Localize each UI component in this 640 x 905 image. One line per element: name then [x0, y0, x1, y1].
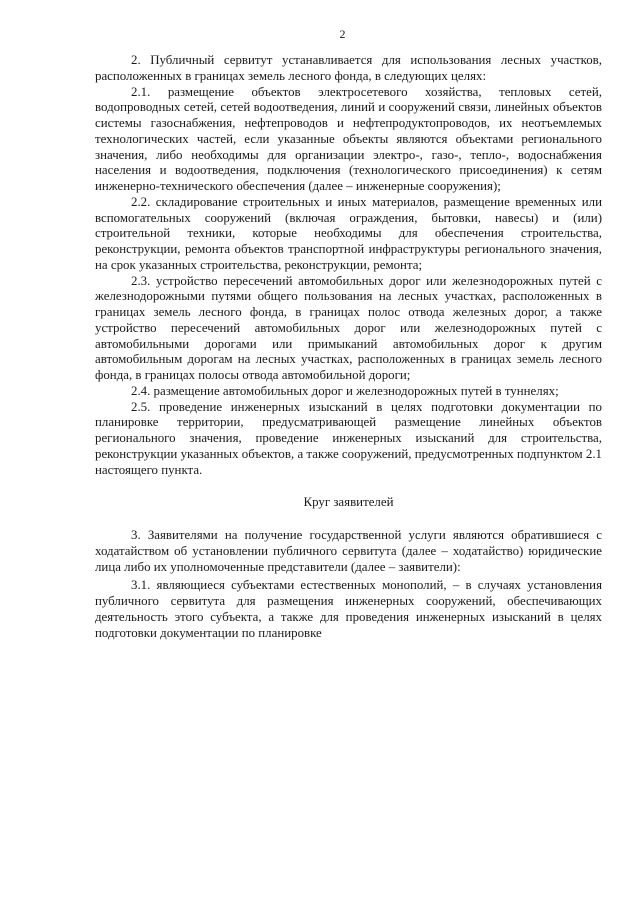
paragraph-2-3: 2.3. устройство пересечений автомобильных дорог или железнодорожных путей с железнодорожными путями общего пользования на лесных участках, расположенных в границах земель лесного фонда, в границах полос отвода железных дорог, а также устройство пересечений автомобильных дорог или железнодорожных путей с автомобильными дорогами или примыканий автомобильных дорог к другим автомобильным дорогам на лесных участках, расположенных в границах земель лесного фонда, в границах полосы отвода автомобильной дороги; [95, 273, 602, 382]
paragraph-2-1: 2.1. размещение объектов электросетевого хозяйства, тепловых сетей, водопроводных сетей, сетей водоотведения, линий и сооружений связи, линейных объектов системы газоснабжения, нефтепроводов и нефтепродуктопроводов, их неотъемлемых технологических частей, если указанные объекты являются объектами регионального значения, либо необходимы для организации электро-, газо-, тепло-, водоснабжения населения и водоотведения, подключения (технологического присоединения) к сетям инженерно-технического обеспечения (далее – инженерные сооружения); [95, 84, 602, 193]
section-heading: Круг заявителей [303, 495, 394, 510]
paragraph-2-4: 2.4. размещение автомобильных дорог и железнодорожных путей в туннелях; [131, 383, 559, 398]
paragraph-2: 2. Публичный сервитут устанавливается для использования лесных участков, расположенных в границах земель лесного фонда, в следующих целях: [95, 53, 602, 83]
paragraph-2-2: 2.2. складирование строительных и иных материалов, размещение временных или вспомогательных сооружений (включая ограждения, бытовки, навесы) и (или) строительной техники, которые необходимы для обеспечения строительства, реконструкции, ремонта объектов транспортной инфраструктуры регионального значения, на срок указанных строительства, реконструкции, ремонта; [95, 194, 602, 272]
document-page [95, 27, 602, 641]
page-number: 2 [339, 27, 346, 41]
paragraph-2-5: 2.5. проведение инженерных изысканий в целях подготовки документации по планировке территории, предусматривающей размещение линейных объектов регионального значения, проведение инженерных изысканий для строительства, реконструкции указанных объектов, а также сооружений, предусмотренных подпунктом 2.1 настоящего пункта. [95, 399, 602, 477]
paragraph-3: 3. Заявителями на получение государственной услуги являются обратившиеся с ходатайством об установлении публичного сервитута (далее – ходатайство) юридические лица либо их уполномоченные представители (далее – заявители): [95, 528, 602, 574]
paragraph-3-1: 3.1. являющиеся субъектами естественных монополий, – в случаях установления публичного сервитута для размещения инженерных сооружений, обеспечивающих деятельность этого субъекта, а также для проведения инженерных изысканий в целях подготовки документации по планировке [95, 578, 602, 640]
